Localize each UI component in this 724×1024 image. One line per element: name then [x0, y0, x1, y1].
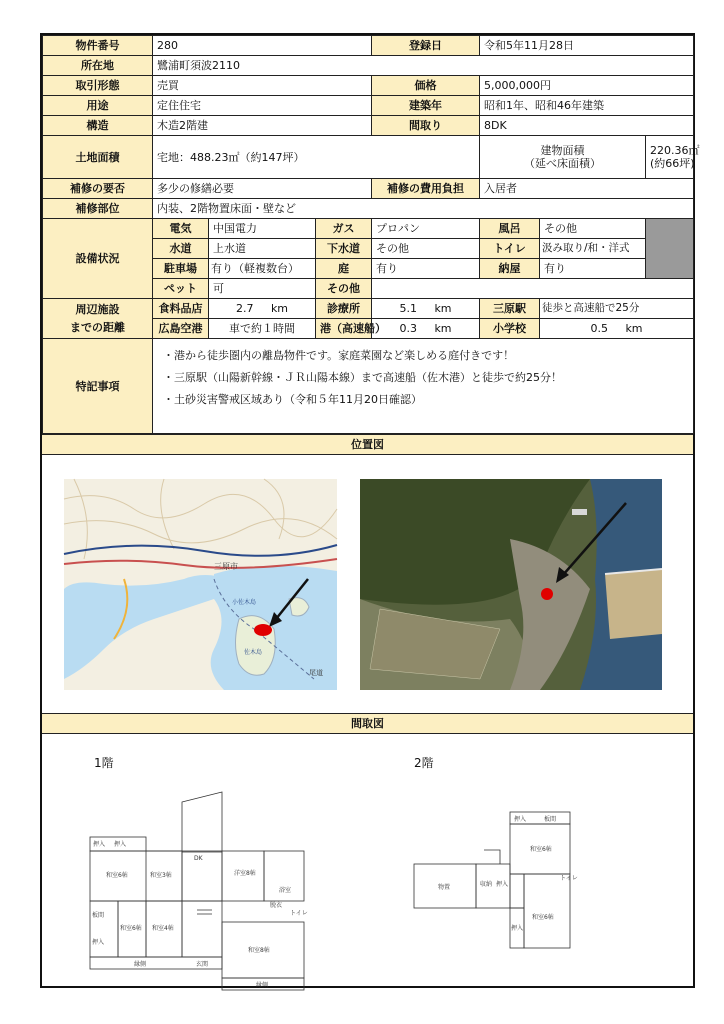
- floor-area-label-line1: 建物面積: [540, 144, 585, 157]
- land-area: 宅地：488.23㎡（約147坪）: [153, 136, 480, 179]
- floorplan-section: [42, 734, 693, 992]
- repair-cost: 入居者: [480, 179, 694, 199]
- room2-storage: 物置: [438, 884, 451, 891]
- room-washitsu-3: 和室3帖: [150, 872, 172, 879]
- structure: 木造2階建: [153, 116, 372, 136]
- label-built: 建築年: [372, 96, 480, 116]
- map-label-kosagi: 小佐木島: [232, 599, 257, 606]
- floor-area-value: 220.36㎡: [650, 144, 700, 157]
- map-label-onomichi: 尾道: [309, 669, 323, 677]
- property-number: 280: [153, 36, 372, 56]
- room2-oshiire-1: 押入: [514, 816, 527, 823]
- aerial-photo: [360, 479, 662, 690]
- room-dressing: 脱衣: [270, 902, 283, 909]
- repair-need: 多少の修繕必要: [153, 179, 372, 199]
- label-pet: ペット: [153, 279, 209, 299]
- grocery-distance: [209, 299, 316, 319]
- airport-access: 車で約１時間: [209, 319, 316, 339]
- label-parking: 駐車場: [153, 259, 209, 279]
- room-engawa-1: 縁側: [134, 961, 147, 968]
- school-unit: km: [625, 322, 643, 335]
- property-marker-aerial: [541, 588, 553, 600]
- map-label-sagi: 佐木島: [244, 649, 263, 656]
- built-year: 昭和1年、昭和46年建築: [480, 96, 694, 116]
- floor2-label: 2階: [414, 756, 434, 770]
- label-nearby-line2: までの距離: [70, 320, 125, 334]
- label-gas: ガス: [316, 219, 372, 239]
- label-land: 土地面積: [43, 136, 153, 179]
- label-other: その他: [316, 279, 372, 299]
- floor-area-label: [480, 136, 646, 179]
- shed: 有り: [540, 259, 646, 279]
- room-oshiire-2: 押入: [114, 841, 127, 848]
- gas: プロパン: [372, 219, 480, 239]
- port-distance: [372, 319, 480, 339]
- label-bath: 風呂: [480, 219, 540, 239]
- room-itama: 板間: [92, 912, 105, 919]
- room2-washitsu-6-a: 和室6帖: [530, 846, 552, 853]
- label-school: 小学校: [480, 319, 540, 339]
- label-equipment: 設備状況: [43, 219, 153, 299]
- station-access: 徒歩と高速船で25分: [540, 299, 694, 319]
- label-electric: 電気: [153, 219, 209, 239]
- grocery-unit: km: [270, 302, 289, 315]
- port-value: 0.3: [399, 322, 417, 335]
- room-yoshitsu-8: 洋室8帖: [234, 870, 256, 877]
- room-toilet-1: トイレ: [290, 910, 308, 917]
- blank-cell: [646, 219, 694, 279]
- use: 定住住宅: [153, 96, 372, 116]
- aerial-photo-image: [360, 479, 662, 690]
- room-dk: DK: [194, 855, 203, 862]
- room2-shuno: 収納: [480, 881, 493, 888]
- floor2-plan: [410, 804, 590, 954]
- label-structure: 構造: [43, 116, 153, 136]
- school-value: 0.5: [590, 322, 608, 335]
- remark-line-3: ・土砂災害警戒区域あり（令和５年11月20日確認）: [163, 393, 422, 406]
- toilet: 汲み取り/和・洋式: [540, 239, 646, 259]
- layout: 8DK: [480, 116, 694, 136]
- parking: 有り（軽複数台）: [209, 259, 316, 279]
- label-price: 価格: [372, 76, 480, 96]
- room-washitsu-8: 和室8帖: [248, 947, 270, 954]
- registered-date: 令和5年11月28日: [480, 36, 694, 56]
- room-washitsu-6-b: 和室6帖: [120, 925, 142, 932]
- label-repair-part: 補修部位: [43, 199, 153, 219]
- label-nearby-line1: 周辺施設: [75, 302, 120, 316]
- label-repair-need: 補修の要否: [43, 179, 153, 199]
- room-genkan: 玄関: [196, 961, 209, 968]
- pet: 可: [209, 279, 316, 299]
- clinic-unit: km: [434, 302, 452, 315]
- label-port: 港（高速船）: [316, 319, 372, 339]
- repair-part: 内装、2階物置床面・壁など: [153, 199, 694, 219]
- road-map-image: [64, 479, 337, 690]
- room2-oshiire-3: 押入: [511, 925, 524, 932]
- garden: 有り: [372, 259, 480, 279]
- room2-toilet: トイレ: [560, 875, 578, 882]
- floor1-label: 1階: [94, 756, 114, 770]
- electric: 中国電力: [209, 219, 316, 239]
- room-washitsu-6-a: 和室6帖: [106, 872, 128, 879]
- label-registered: 登録日: [372, 36, 480, 56]
- label-deal: 取引形態: [43, 76, 153, 96]
- floor-area-tsubo: (約66坪): [650, 157, 695, 170]
- address: 鷺浦町須波2110: [153, 56, 694, 76]
- property-marker-road: [254, 624, 272, 636]
- floor-area: [646, 136, 700, 179]
- floorplan-heading: 間取図: [42, 713, 693, 734]
- room-oshiire-3: 押入: [92, 939, 105, 946]
- label-repair-cost: 補修の費用負担: [372, 179, 480, 199]
- grocery-value: 2.7: [235, 302, 254, 315]
- room-oshiire-1: 押入: [93, 841, 106, 848]
- floor-area-label-line2: （延べ床面積）: [524, 157, 601, 170]
- clinic-distance: [372, 299, 480, 319]
- price: 5,000,000円: [480, 76, 694, 96]
- label-airport: 広島空港: [153, 319, 209, 339]
- remark-line-2: ・三原駅（山陽新幹線・ＪＲ山陽本線）まで高速船（佐木港）と徒歩で約25分！: [163, 371, 562, 384]
- clinic-value: 5.1: [399, 302, 417, 315]
- property-sheet: [40, 33, 700, 989]
- water: 上水道: [209, 239, 316, 259]
- location-map-heading: 位置図: [42, 434, 693, 455]
- room-bath: 浴室: [279, 887, 292, 894]
- deal-type: 売買: [153, 76, 372, 96]
- label-layout: 間取り: [372, 116, 480, 136]
- remark-line-1: ・港から徒歩圏内の離島物件です。家庭菜園など楽しめる庭付きです！: [163, 349, 515, 362]
- road-map: [64, 479, 337, 690]
- port-unit: km: [434, 322, 452, 335]
- label-remarks: 特記事項: [43, 339, 153, 434]
- label-toilet: トイレ: [480, 239, 540, 259]
- label-grocery: 食料品店: [153, 299, 209, 319]
- sewer: その他: [372, 239, 480, 259]
- floor1-plan: [82, 762, 332, 992]
- remarks: [153, 339, 694, 434]
- room2-washitsu-6-b: 和室6帖: [532, 914, 554, 921]
- school-distance: [540, 319, 694, 339]
- label-clinic: 診療所: [316, 299, 372, 319]
- location-map-section: [42, 455, 693, 713]
- other: [372, 279, 694, 299]
- bath: その他: [540, 219, 646, 239]
- room2-itama: 板間: [544, 816, 557, 823]
- map-label-mihara: 三原市: [214, 562, 238, 571]
- label-address: 所在地: [43, 56, 153, 76]
- label-nearby: [43, 299, 153, 339]
- room-engawa-2: 縁側: [256, 982, 269, 989]
- property-info-table: [42, 35, 700, 434]
- label-station: 三原駅: [480, 299, 540, 319]
- room-washitsu-4: 和室4帖: [152, 925, 174, 932]
- label-water: 水道: [153, 239, 209, 259]
- label-use: 用途: [43, 96, 153, 116]
- label-shed: 納屋: [480, 259, 540, 279]
- room2-oshiire-2: 押入: [496, 881, 509, 888]
- label-sewer: 下水道: [316, 239, 372, 259]
- label-garden: 庭: [316, 259, 372, 279]
- label-property-number: 物件番号: [43, 36, 153, 56]
